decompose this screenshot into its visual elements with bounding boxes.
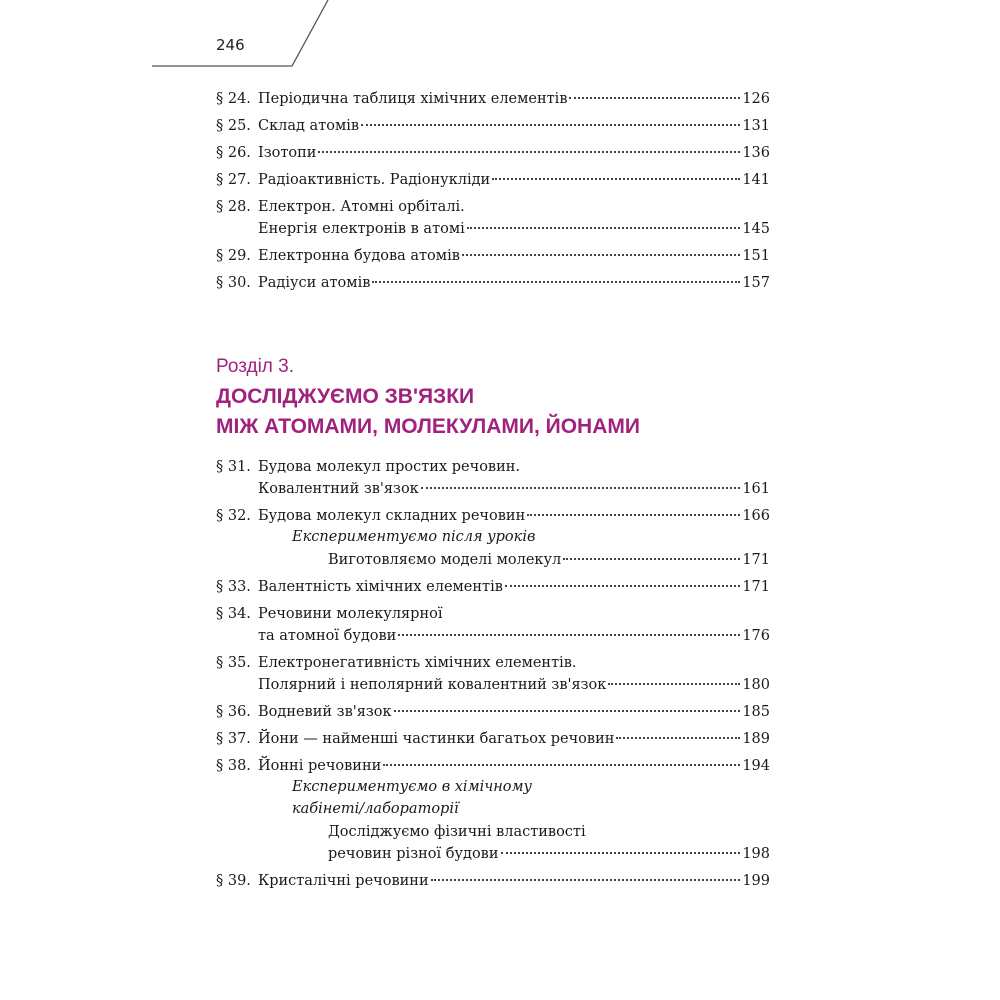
entry-title: Склад атомів bbox=[258, 118, 360, 134]
entry-title: Валентність хімічних елементів bbox=[258, 579, 503, 595]
entry-page: 151 bbox=[742, 248, 770, 264]
section-heading bbox=[216, 356, 640, 442]
section-number: § 30. bbox=[216, 275, 251, 291]
section-number: § 25. bbox=[216, 118, 251, 134]
entry-title: Радіоактивність. Радіонукліди bbox=[258, 172, 491, 188]
subsection-title: Виготовляємо моделі молекул bbox=[328, 552, 562, 568]
section-number: § 35. bbox=[216, 655, 251, 671]
entry-page: 176 bbox=[742, 628, 770, 644]
section-title-line2: МІЖ АТОМАМИ, МОЛЕКУЛАМИ, ЙОНАМИ bbox=[216, 415, 640, 438]
entry-title-line2: Ковалентний зв'язок bbox=[258, 481, 419, 497]
dot-leader bbox=[501, 852, 741, 854]
toc-entry bbox=[216, 169, 770, 191]
subsection-heading-line1: Експериментуємо в хімічному bbox=[292, 779, 532, 795]
dot-leader bbox=[383, 764, 740, 766]
toc-entry bbox=[216, 456, 770, 500]
section-number: § 34. bbox=[216, 606, 251, 622]
toc-entry bbox=[216, 196, 770, 240]
dot-leader bbox=[608, 683, 740, 685]
entry-page: 131 bbox=[742, 118, 770, 134]
entry-title: Періодична таблиця хімічних елементів bbox=[258, 91, 568, 107]
section-number: § 36. bbox=[216, 704, 251, 720]
toc-entry bbox=[216, 870, 770, 892]
dot-leader bbox=[492, 178, 740, 180]
entry-page: 145 bbox=[742, 221, 770, 237]
section-number: § 27. bbox=[216, 172, 251, 188]
toc-entry bbox=[216, 576, 770, 598]
entry-title: Кристалічні речовини bbox=[258, 873, 429, 889]
entry-title: Будова молекул складних речовин bbox=[258, 508, 526, 524]
subsection-title-line1: Досліджуємо фізичні властивості bbox=[328, 824, 586, 840]
entry-title: Йонні речовини bbox=[258, 758, 382, 774]
entry-title: Електронна будова атомів bbox=[258, 248, 460, 264]
dot-leader bbox=[569, 97, 740, 99]
toc-entry bbox=[216, 272, 770, 294]
section-number: § 28. bbox=[216, 199, 251, 215]
entry-page: 136 bbox=[742, 145, 770, 161]
entry-title-line1: Речовини молекулярної bbox=[258, 606, 443, 622]
section-number: § 29. bbox=[216, 248, 251, 264]
section-label: Розділ 3. bbox=[216, 356, 295, 377]
dot-leader bbox=[372, 281, 740, 283]
entry-page: 198 bbox=[742, 846, 770, 862]
toc-entry bbox=[216, 728, 770, 750]
entry-title-line2: та атомної будови bbox=[258, 628, 397, 644]
section-number: § 31. bbox=[216, 459, 251, 475]
entry-page: 157 bbox=[742, 275, 770, 291]
entry-page: 161 bbox=[742, 481, 770, 497]
section-number: § 38. bbox=[216, 758, 251, 774]
toc-entry bbox=[216, 701, 770, 723]
section-number: § 33. bbox=[216, 579, 251, 595]
section-number: § 39. bbox=[216, 873, 251, 889]
toc-list-part2 bbox=[216, 456, 770, 897]
entry-page: 171 bbox=[742, 552, 770, 568]
entry-page: 126 bbox=[742, 91, 770, 107]
entry-title-line2: Полярний і неполярний ковалентний зв'язок bbox=[258, 677, 607, 693]
entry-title: Водневий зв'язок bbox=[258, 704, 392, 720]
entry-title-line1: Електрон. Атомні орбіталі. bbox=[258, 199, 465, 215]
entry-title-line1: Електронегативність хімічних елементів. bbox=[258, 655, 577, 671]
dot-leader bbox=[421, 487, 741, 489]
entry-page: 199 bbox=[742, 873, 770, 889]
entry-page: 180 bbox=[742, 677, 770, 693]
section-number: § 32. bbox=[216, 508, 251, 524]
toc-entry bbox=[216, 88, 770, 110]
entry-page: 141 bbox=[742, 172, 770, 188]
section-number: § 37. bbox=[216, 731, 251, 747]
entry-page: 185 bbox=[742, 704, 770, 720]
dot-leader bbox=[563, 558, 740, 560]
entry-page: 194 bbox=[742, 758, 770, 774]
dot-leader bbox=[398, 634, 740, 636]
toc-entry bbox=[216, 652, 770, 696]
section-number: § 24. bbox=[216, 91, 251, 107]
dot-leader bbox=[505, 585, 740, 587]
dot-leader bbox=[467, 227, 741, 229]
page-number: 246 bbox=[216, 36, 245, 54]
dot-leader bbox=[616, 737, 740, 739]
section-title-line1: ДОСЛІДЖУЄМО ЗВ'ЯЗКИ bbox=[216, 385, 475, 408]
entry-title-line1: Будова молекул простих речовин. bbox=[258, 459, 521, 475]
subsection-heading-line2: кабінеті/лабораторії bbox=[292, 801, 459, 817]
entry-title-line2: Енергія електронів в атомі bbox=[258, 221, 465, 237]
subsection-title-line2: речовин різної будови bbox=[328, 846, 499, 862]
page-header-rule bbox=[0, 0, 1000, 80]
dot-leader bbox=[462, 254, 740, 256]
toc-entry bbox=[216, 755, 770, 865]
toc-entry bbox=[216, 505, 770, 571]
toc-entry bbox=[216, 142, 770, 164]
entry-title: Ізотопи bbox=[258, 145, 317, 161]
entry-title: Йони — найменші частинки багатьох речовин bbox=[258, 731, 615, 747]
section-number: § 26. bbox=[216, 145, 251, 161]
dot-leader bbox=[394, 710, 741, 712]
entry-title: Радіуси атомів bbox=[258, 275, 371, 291]
dot-leader bbox=[318, 151, 740, 153]
dot-leader bbox=[361, 124, 740, 126]
toc-list-part1 bbox=[216, 88, 770, 299]
entry-page: 189 bbox=[742, 731, 770, 747]
entry-page: 171 bbox=[742, 579, 770, 595]
dot-leader bbox=[431, 879, 741, 881]
subsection-heading: Експериментуємо після уроків bbox=[292, 529, 536, 545]
toc-entry bbox=[216, 245, 770, 267]
toc-entry bbox=[216, 115, 770, 137]
toc-entry bbox=[216, 603, 770, 647]
entry-page: 166 bbox=[742, 508, 770, 524]
dot-leader bbox=[527, 514, 740, 516]
